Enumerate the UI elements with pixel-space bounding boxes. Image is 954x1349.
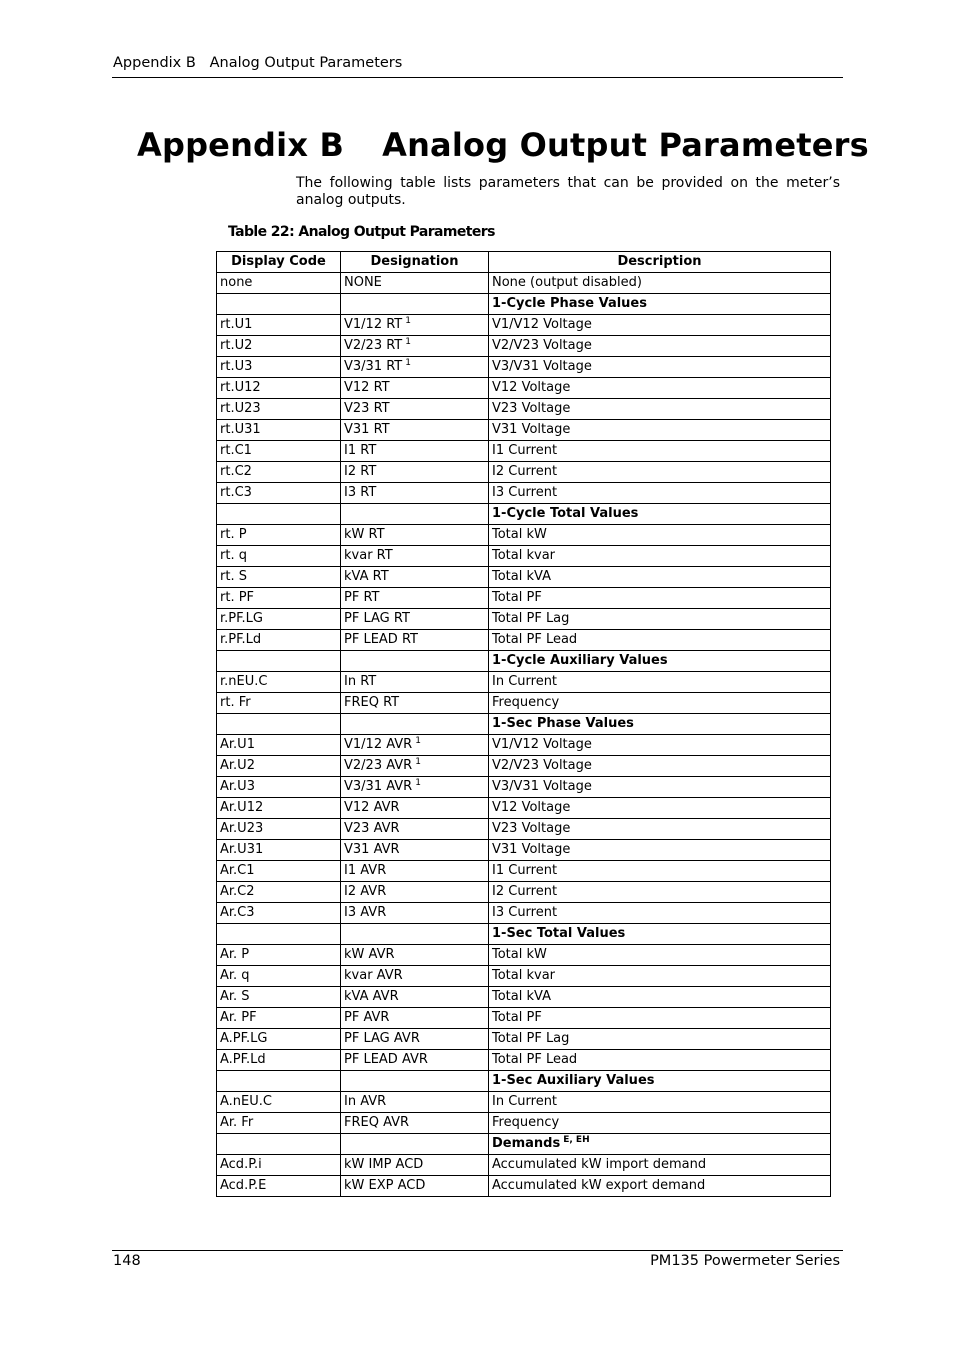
table-row: [217, 462, 831, 483]
designation-cell: [341, 693, 489, 714]
description-cell: [489, 1176, 831, 1197]
table-row: [217, 567, 831, 588]
designation-cell: [341, 567, 489, 588]
display-code-cell: Ar.C2: [217, 882, 341, 903]
table-row: [217, 903, 831, 924]
designation-text: PF RT: [344, 590, 380, 605]
designation-text: FREQ AVR: [344, 1115, 410, 1130]
display-code-cell: Ar. q: [217, 966, 341, 987]
section-row: [217, 1071, 831, 1092]
description-text: V23 Voltage: [492, 401, 571, 416]
footnote-marker: 1: [405, 316, 411, 326]
title-appendix: Appendix B: [137, 126, 345, 164]
document-title: PM135 Powermeter Series: [650, 1253, 840, 1269]
section-row: [217, 294, 831, 315]
designation-cell: [341, 378, 489, 399]
table-header-row: [217, 252, 831, 273]
display-code-cell: r.PF.LG: [217, 609, 341, 630]
table-row: [217, 1050, 831, 1071]
table-row: [217, 840, 831, 861]
display-code-cell: rt. S: [217, 567, 341, 588]
display-code-cell: [217, 924, 341, 945]
designation-text: I3 AVR: [344, 905, 387, 920]
designation-text: I2 AVR: [344, 884, 387, 899]
designation-cell: [341, 399, 489, 420]
intro-paragraph: The following table lists parameters that can be provided on the meter’s analog outputs.: [296, 175, 840, 208]
designation-cell: [341, 966, 489, 987]
designation-text: V12 RT: [344, 380, 390, 395]
description-cell: [489, 1092, 831, 1113]
table-row: [217, 357, 831, 378]
table-row: [217, 1155, 831, 1176]
table-row: [217, 399, 831, 420]
display-code-cell: [217, 1134, 341, 1155]
display-code-cell: rt. q: [217, 546, 341, 567]
display-code-cell: Ar.C3: [217, 903, 341, 924]
description-cell: [489, 798, 831, 819]
description-text: V2/V23 Voltage: [492, 338, 592, 353]
description-text: V31 Voltage: [492, 842, 571, 857]
description-text: Total PF: [492, 590, 542, 605]
description-text: I3 Current: [492, 485, 558, 500]
table-row: [217, 756, 831, 777]
description-text: Accumulated kW export demand: [492, 1178, 706, 1193]
description-cell: [489, 609, 831, 630]
analog-output-table: [216, 251, 831, 1197]
description-cell: [489, 357, 831, 378]
designation-cell: [341, 945, 489, 966]
description-cell: [489, 840, 831, 861]
section-row: [217, 714, 831, 735]
designation-text: NONE: [344, 275, 382, 290]
designation-text: V31 AVR: [344, 842, 400, 857]
designation-cell: [341, 483, 489, 504]
section-row: [217, 924, 831, 945]
footnote-marker: 1: [405, 337, 411, 347]
description-cell: [489, 777, 831, 798]
designation-text: V1/12 AVR: [344, 737, 413, 752]
designation-cell: [341, 756, 489, 777]
designation-cell: [341, 420, 489, 441]
description-text: I1 Current: [492, 443, 558, 458]
display-code-cell: Ar.U23: [217, 819, 341, 840]
designation-cell: [341, 273, 489, 294]
designation-cell: [341, 903, 489, 924]
designation-text: kVA AVR: [344, 989, 399, 1004]
designation-cell: [341, 987, 489, 1008]
designation-cell: [341, 777, 489, 798]
display-code-cell: [217, 1071, 341, 1092]
designation-cell: [341, 336, 489, 357]
description-cell: [489, 882, 831, 903]
designation-text: FREQ RT: [344, 695, 400, 710]
designation-cell: [341, 315, 489, 336]
footnote-marker: 1: [415, 778, 421, 788]
designation-text: PF LAG AVR: [344, 1031, 420, 1046]
designation-text: I3 RT: [344, 485, 377, 500]
table-row: [217, 1029, 831, 1050]
section-title-cell: [489, 294, 831, 315]
description-text: V3/V31 Voltage: [492, 779, 592, 794]
designation-cell: [341, 441, 489, 462]
column-header-designation: Designation: [341, 252, 489, 273]
description-cell: [489, 1113, 831, 1134]
description-cell: [489, 315, 831, 336]
section-title-cell: [489, 924, 831, 945]
designation-text: PF LEAD AVR: [344, 1052, 428, 1067]
running-header: Appendix B Analog Output Parameters: [113, 55, 403, 71]
display-code-cell: [217, 504, 341, 525]
description-text: V23 Voltage: [492, 821, 571, 836]
designation-text: kvar AVR: [344, 968, 403, 983]
display-code-cell: Ar.C1: [217, 861, 341, 882]
designation-text: kW IMP ACD: [344, 1157, 424, 1172]
designation-cell: [341, 1176, 489, 1197]
designation-text: V12 AVR: [344, 800, 400, 815]
designation-cell: [341, 1029, 489, 1050]
table-row: [217, 777, 831, 798]
display-code-cell: Ar.U2: [217, 756, 341, 777]
display-code-cell: A.PF.LG: [217, 1029, 341, 1050]
description-text: In Current: [492, 674, 558, 689]
description-cell: [489, 966, 831, 987]
designation-text: I1 RT: [344, 443, 377, 458]
designation-text: I2 RT: [344, 464, 377, 479]
table-row: [217, 672, 831, 693]
table-row: [217, 273, 831, 294]
designation-text: kW AVR: [344, 947, 395, 962]
designation-text: kW EXP ACD: [344, 1178, 426, 1193]
description-text: V12 Voltage: [492, 800, 571, 815]
section-row: [217, 504, 831, 525]
designation-text: PF LEAD RT: [344, 632, 418, 647]
table-row: [217, 693, 831, 714]
description-cell: [489, 588, 831, 609]
page-number: 148: [113, 1253, 141, 1269]
designation-cell: [341, 630, 489, 651]
designation-text: V2/23 AVR: [344, 758, 413, 773]
section-title-cell: [489, 714, 831, 735]
table-row: [217, 546, 831, 567]
description-text: V12 Voltage: [492, 380, 571, 395]
display-code-cell: rt.U31: [217, 420, 341, 441]
designation-text: PF AVR: [344, 1010, 390, 1025]
table-row: [217, 336, 831, 357]
description-cell: [489, 630, 831, 651]
display-code-cell: rt.C1: [217, 441, 341, 462]
designation-text: V2/23 RT: [344, 338, 403, 353]
description-text: Total kVA: [492, 569, 551, 584]
designation-text: V3/31 RT: [344, 359, 403, 374]
display-code-cell: Acd.P.i: [217, 1155, 341, 1176]
display-code-cell: r.PF.Ld: [217, 630, 341, 651]
table-row: [217, 798, 831, 819]
table-row: [217, 819, 831, 840]
display-code-cell: Ar. P: [217, 945, 341, 966]
description-cell: [489, 420, 831, 441]
description-text: Total kW: [492, 947, 547, 962]
table-row: [217, 966, 831, 987]
description-text: I3 Current: [492, 905, 558, 920]
description-text: Total PF Lead: [492, 1052, 578, 1067]
designation-cell: [341, 546, 489, 567]
designation-cell: [341, 651, 489, 672]
header-rule: [112, 77, 843, 78]
designation-text: kvar RT: [344, 548, 393, 563]
column-header-description: Description: [489, 252, 831, 273]
description-cell: [489, 693, 831, 714]
table-row: [217, 378, 831, 399]
display-code-cell: rt.C3: [217, 483, 341, 504]
designation-cell: [341, 294, 489, 315]
description-text: V1/V12 Voltage: [492, 317, 592, 332]
table-row: [217, 987, 831, 1008]
designation-cell: [341, 1071, 489, 1092]
display-code-cell: r.nEU.C: [217, 672, 341, 693]
footnote-marker: 1: [405, 358, 411, 368]
description-cell: [489, 1050, 831, 1071]
designation-text: In RT: [344, 674, 377, 689]
description-text: I2 Current: [492, 464, 558, 479]
description-text: V3/V31 Voltage: [492, 359, 592, 374]
display-code-cell: rt. PF: [217, 588, 341, 609]
section-title-cell: [489, 651, 831, 672]
designation-cell: [341, 1050, 489, 1071]
display-code-cell: rt.U2: [217, 336, 341, 357]
designation-cell: [341, 735, 489, 756]
designation-cell: [341, 1092, 489, 1113]
display-code-cell: rt.U12: [217, 378, 341, 399]
designation-text: I1 AVR: [344, 863, 387, 878]
description-text: Total PF Lag: [492, 1031, 570, 1046]
section-title-cell: [489, 1134, 831, 1155]
description-text: V1/V12 Voltage: [492, 737, 592, 752]
designation-cell: [341, 840, 489, 861]
description-text: Demands: [492, 1136, 561, 1151]
description-cell: [489, 378, 831, 399]
display-code-cell: Ar.U3: [217, 777, 341, 798]
description-text: 1-Cycle Total Values: [492, 506, 639, 521]
designation-cell: [341, 1008, 489, 1029]
designation-text: V1/12 RT: [344, 317, 403, 332]
designation-cell: [341, 462, 489, 483]
description-cell: [489, 567, 831, 588]
display-code-cell: Ar.U12: [217, 798, 341, 819]
designation-cell: [341, 357, 489, 378]
table-row: [217, 882, 831, 903]
table-row: [217, 609, 831, 630]
title-name: Analog Output Parameters: [382, 126, 869, 164]
description-text: In Current: [492, 1094, 558, 1109]
table-row: [217, 588, 831, 609]
designation-cell: [341, 714, 489, 735]
table-row: [217, 945, 831, 966]
description-text: Total kVA: [492, 989, 551, 1004]
table-caption: Table 22: Analog Output Parameters: [228, 224, 495, 240]
designation-cell: [341, 1113, 489, 1134]
description-cell: [489, 945, 831, 966]
description-cell: [489, 1155, 831, 1176]
table-row: [217, 420, 831, 441]
designation-text: PF LAG RT: [344, 611, 410, 626]
table-row: [217, 861, 831, 882]
description-text: Total PF Lag: [492, 611, 570, 626]
section-row: [217, 651, 831, 672]
description-cell: [489, 819, 831, 840]
display-code-cell: none: [217, 273, 341, 294]
designation-cell: [341, 609, 489, 630]
footnote-marker: 1: [415, 757, 421, 767]
display-code-cell: Ar. PF: [217, 1008, 341, 1029]
description-cell: [489, 546, 831, 567]
description-cell: [489, 399, 831, 420]
description-cell: [489, 756, 831, 777]
description-text: V31 Voltage: [492, 422, 571, 437]
display-code-cell: Ar. Fr: [217, 1113, 341, 1134]
table-row: [217, 630, 831, 651]
description-text: 1-Sec Total Values: [492, 926, 626, 941]
description-text: Total PF: [492, 1010, 542, 1025]
description-text: Frequency: [492, 695, 560, 710]
display-code-cell: A.nEU.C: [217, 1092, 341, 1113]
description-text: None (output disabled): [492, 275, 642, 290]
description-text: 1-Cycle Auxiliary Values: [492, 653, 668, 668]
designation-cell: [341, 1134, 489, 1155]
description-text: Accumulated kW import demand: [492, 1157, 707, 1172]
designation-cell: [341, 924, 489, 945]
table-row: [217, 315, 831, 336]
designation-text: In AVR: [344, 1094, 387, 1109]
display-code-cell: rt.U1: [217, 315, 341, 336]
display-code-cell: A.PF.Ld: [217, 1050, 341, 1071]
description-text: 1-Cycle Phase Values: [492, 296, 647, 311]
description-cell: [489, 441, 831, 462]
description-text: I2 Current: [492, 884, 558, 899]
description-text: 1-Sec Phase Values: [492, 716, 634, 731]
designation-cell: [341, 882, 489, 903]
footnote-marker: E, EH: [563, 1135, 590, 1145]
description-text: 1-Sec Auxiliary Values: [492, 1073, 655, 1088]
table-row: [217, 483, 831, 504]
display-code-cell: [217, 714, 341, 735]
section-title-cell: [489, 504, 831, 525]
description-cell: [489, 861, 831, 882]
display-code-cell: rt.U3: [217, 357, 341, 378]
designation-text: V3/31 AVR: [344, 779, 413, 794]
description-cell: [489, 672, 831, 693]
description-cell: [489, 462, 831, 483]
description-cell: [489, 525, 831, 546]
column-header-display-code: Display Code: [217, 252, 341, 273]
description-cell: [489, 483, 831, 504]
description-text: Total PF Lead: [492, 632, 578, 647]
designation-text: kVA RT: [344, 569, 389, 584]
section-row: [217, 1134, 831, 1155]
description-text: I1 Current: [492, 863, 558, 878]
display-code-cell: [217, 294, 341, 315]
designation-cell: [341, 672, 489, 693]
description-text: Frequency: [492, 1115, 560, 1130]
table-row: [217, 441, 831, 462]
description-cell: [489, 1029, 831, 1050]
designation-cell: [341, 588, 489, 609]
display-code-cell: Ar. S: [217, 987, 341, 1008]
description-cell: [489, 903, 831, 924]
display-code-cell: rt. P: [217, 525, 341, 546]
designation-cell: [341, 819, 489, 840]
display-code-cell: [217, 651, 341, 672]
display-code-cell: rt.U23: [217, 399, 341, 420]
table-row: [217, 735, 831, 756]
designation-text: V23 AVR: [344, 821, 400, 836]
description-text: V2/V23 Voltage: [492, 758, 592, 773]
designation-cell: [341, 1155, 489, 1176]
display-code-cell: Ar.U31: [217, 840, 341, 861]
table-row: [217, 1008, 831, 1029]
description-cell: [489, 987, 831, 1008]
table-row: [217, 1176, 831, 1197]
designation-text: V23 RT: [344, 401, 390, 416]
table-row: [217, 525, 831, 546]
display-code-cell: Acd.P.E: [217, 1176, 341, 1197]
description-cell: [489, 273, 831, 294]
display-code-cell: rt. Fr: [217, 693, 341, 714]
designation-cell: [341, 861, 489, 882]
description-text: Total kvar: [492, 968, 556, 983]
table-row: [217, 1092, 831, 1113]
table-row: [217, 1113, 831, 1134]
section-title-cell: [489, 1071, 831, 1092]
footnote-marker: 1: [415, 736, 421, 746]
description-cell: [489, 336, 831, 357]
description-cell: [489, 1008, 831, 1029]
description-text: Total kvar: [492, 548, 556, 563]
designation-cell: [341, 798, 489, 819]
page-title: [137, 126, 869, 164]
description-text: Total kW: [492, 527, 547, 542]
display-code-cell: Ar.U1: [217, 735, 341, 756]
description-cell: [489, 735, 831, 756]
designation-text: V31 RT: [344, 422, 390, 437]
display-code-cell: rt.C2: [217, 462, 341, 483]
designation-cell: [341, 504, 489, 525]
designation-text: kW RT: [344, 527, 385, 542]
designation-cell: [341, 525, 489, 546]
footer-rule: [112, 1250, 843, 1251]
table-body: [217, 273, 831, 1197]
